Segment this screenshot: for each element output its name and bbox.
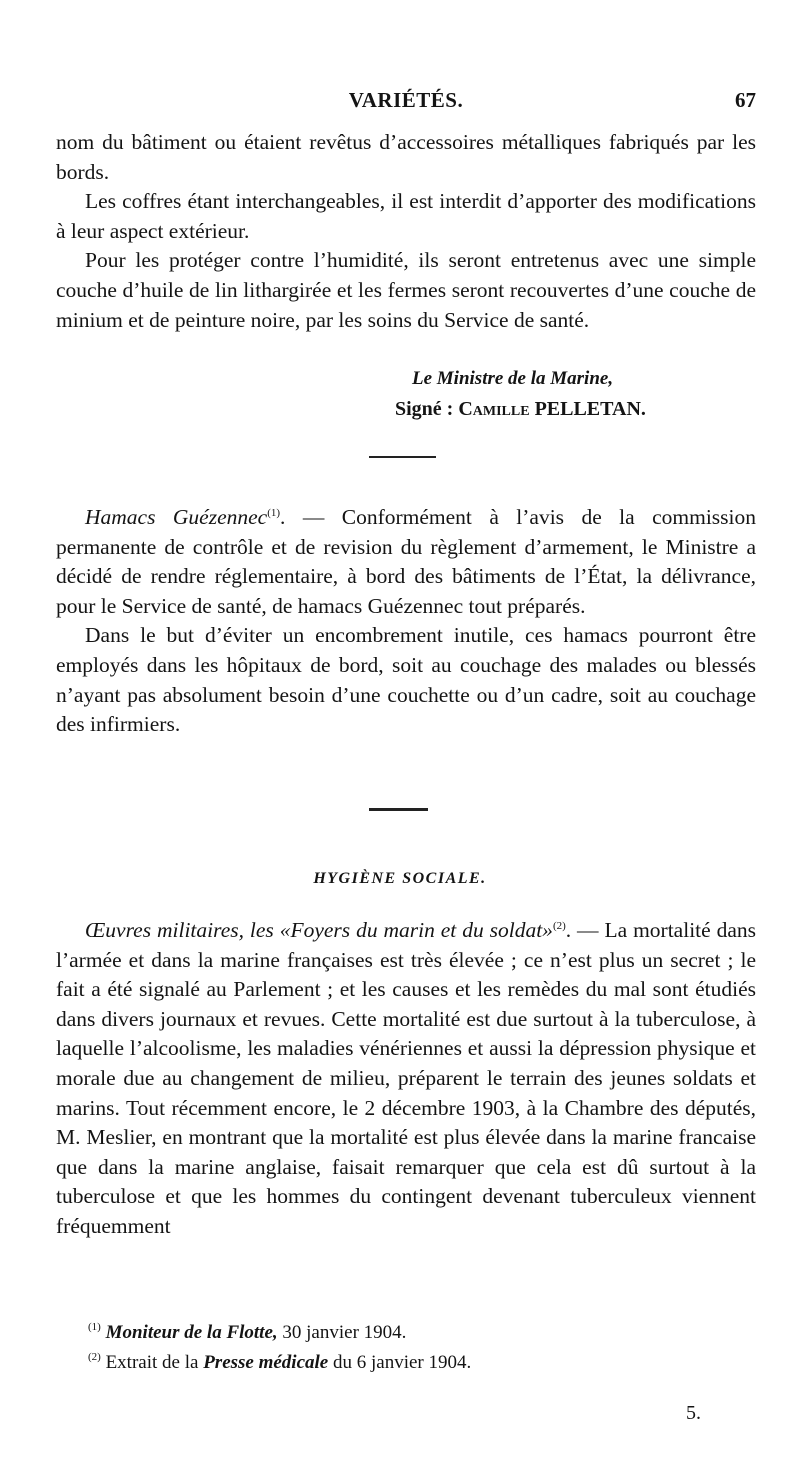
- section-divider: [369, 456, 436, 458]
- printer-signature-mark: 5.: [686, 1402, 701, 1424]
- signature-title: Le Ministre de la Marine,: [412, 368, 614, 389]
- footnote: [88, 1348, 728, 1378]
- footnote-mark: (2): [88, 1351, 101, 1363]
- footnote-prefix: Extrait de la: [105, 1352, 204, 1373]
- article-title: Œuvres militaires, les «Foyers du marin et du soldat»: [85, 918, 553, 942]
- running-title: VARIÉTÉS.: [348, 88, 464, 112]
- page-number: 67: [735, 88, 756, 112]
- page-header: [56, 88, 756, 122]
- footnote-source: Moniteur de la Flotte,: [105, 1322, 278, 1343]
- paragraph: Pour les protéger contre l’humidité, ils seront entretenus avec une simple couche d’huile de lin lithargirée et les fermes seront recouvertes d’une couche de minium et de peinture noire, par les soins du Service de santé.: [56, 248, 756, 332]
- text-block-coffres: [56, 128, 756, 335]
- paragraph: [56, 503, 756, 621]
- signature-line: [395, 398, 646, 421]
- paragraph: Dans le but d’éviter un encombrement inutile, ces hamacs pourront être employés dans les hôpitaux de bord, soit au couchage des malades ou blessés n’ayant pas absolument besoin d’une couchette ou d’un cadre, soit au couchage des infirmiers.: [56, 623, 756, 737]
- footnote-ref: (2): [552, 920, 566, 932]
- footnote-ref: (1): [267, 507, 281, 519]
- footnotes: [88, 1318, 728, 1378]
- text-block-hamacs: [56, 503, 756, 740]
- footnote-text: 30 janvier 1904.: [277, 1322, 407, 1343]
- footnote-source: Presse médicale: [203, 1352, 329, 1373]
- section-divider: [369, 808, 428, 811]
- text-block-hygiene: [56, 916, 756, 1242]
- paragraph-text: . — La mortalité dans l’armée et dans la marine françaises est très élevée ; ce n’est plus un secret ; le fait a été signalé au Parlement ; et les causes et les remèdes du mal sont étudiés dans divers journaux et revues. Cette mortalité est due surtout à la tuberculose, à laquelle l’alcoolisme, les maladies vénériennes et aussi la dépression physique et morale due au changement de milieu, préparent le terrain des jeunes soldats et marins. Tout récemment encore, le 2 décembre 1903, à la Chambre des députés, M. Meslier, en montrant que la mortalité est plus élevée dans la marine francaise que dans la marine anglaise, faisait remarquer que cela est dû surtout à la tuberculose et que les hommes du contingent devenant tuberculeux viennent fréquemment: [56, 918, 757, 1238]
- section-heading: HYGIÈNE SOCIALE.: [313, 870, 487, 887]
- signatory-name: Camille PELLETAN.: [458, 398, 646, 420]
- paragraph: [56, 916, 756, 1242]
- footnote-mark: (1): [88, 1321, 101, 1333]
- signed-label: Signé :: [395, 398, 454, 420]
- article-title: Hamacs Guézennec: [85, 505, 268, 529]
- paragraph-text: . — Conformément à l’avis de la commission permanente de contrôle et de revision du règlement d’armement, le Ministre a décidé de rendre réglementaire, à bord des bâtiments de l’État, la délivrance, pour le Service de santé, de hamacs Guézennec tout préparés.: [56, 505, 757, 618]
- footnote: [88, 1318, 728, 1348]
- paragraph: Les coffres étant interchangeables, il est interdit d’apporter des modifications à leur aspect extérieur.: [56, 189, 756, 243]
- paragraph: nom du bâtiment ou étaient revêtus d’accessoires métalliques fabriqués par les bords.: [56, 130, 756, 184]
- footnote-text: du 6 janvier 1904.: [328, 1352, 472, 1373]
